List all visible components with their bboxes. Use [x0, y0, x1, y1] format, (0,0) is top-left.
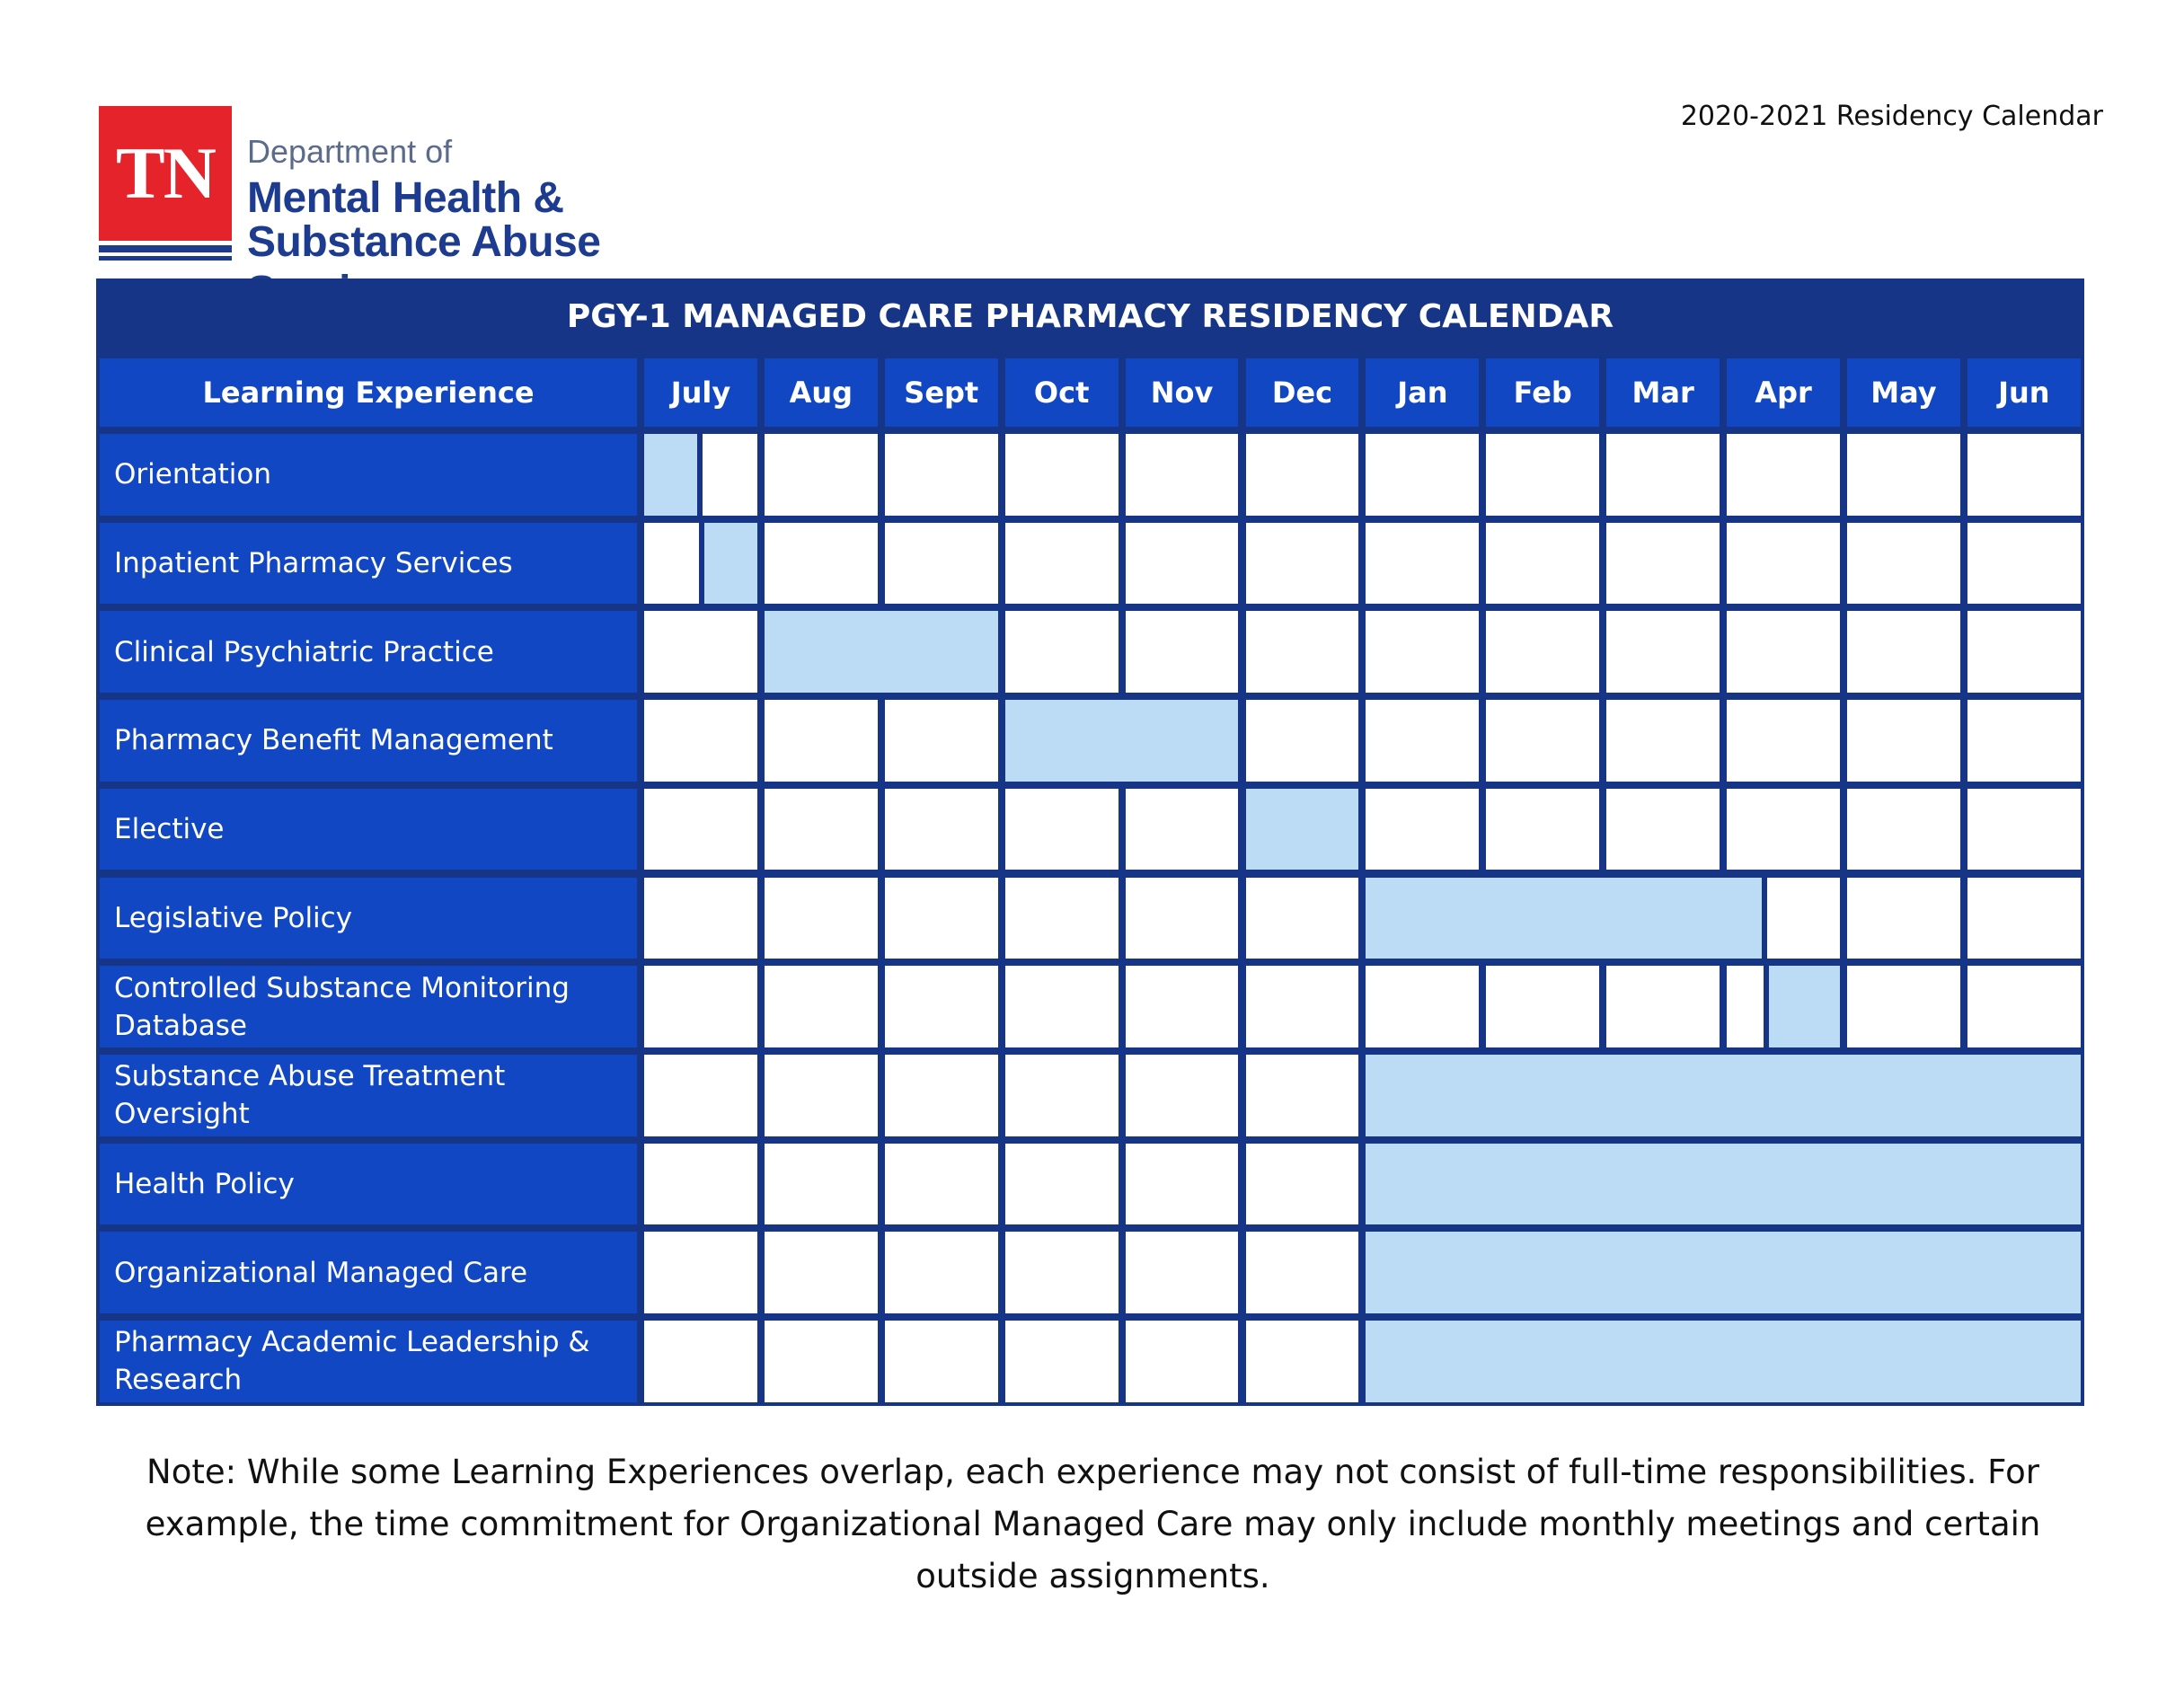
row-label: Pharmacy Academic Leadership & Research [96, 1317, 641, 1406]
column-header-learning-experience: Learning Experience [96, 355, 641, 430]
calendar-cell [1002, 1317, 1122, 1406]
calendar-cell [761, 874, 881, 963]
column-header-month: Jun [1964, 355, 2084, 430]
calendar-cell [761, 519, 881, 608]
calendar-cell [1002, 607, 1122, 696]
calendar-cell [1723, 519, 1844, 608]
residency-calendar-table [96, 278, 2084, 1406]
calendar-cell [761, 785, 881, 874]
row-label: Clinical Psychiatric Practice [96, 607, 641, 696]
calendar-cell [881, 1317, 1002, 1406]
calendar-cell [1603, 519, 1723, 608]
calendar-cell [1482, 519, 1603, 608]
calendar-cell [1723, 607, 1844, 696]
calendar-cell-partial [641, 519, 703, 608]
calendar-cell [1242, 1317, 1363, 1406]
calendar-cell [1122, 430, 1242, 519]
calendar-cell [641, 1317, 761, 1406]
logo-department-line: Department of [247, 133, 453, 170]
calendar-cell [1844, 607, 1964, 696]
row-label: Legislative Policy [96, 874, 641, 963]
calendar-cell-partial [1764, 874, 1844, 963]
row-label: Organizational Managed Care [96, 1228, 641, 1317]
column-header-month: Nov [1122, 355, 1242, 430]
calendar-cell [1844, 430, 1964, 519]
schedule-bar [1002, 696, 1242, 785]
column-header-month: Aug [761, 355, 881, 430]
calendar-cell [1844, 519, 1964, 608]
row-label: Inpatient Pharmacy Services [96, 519, 641, 608]
calendar-cell [1603, 962, 1723, 1051]
calendar-cell [641, 1140, 761, 1229]
calendar-cell [1002, 519, 1122, 608]
calendar-cell [1603, 607, 1723, 696]
calendar-cell [1964, 430, 2084, 519]
calendar-cell [881, 1228, 1002, 1317]
calendar-cell [1723, 430, 1844, 519]
calendar-cell [1242, 607, 1363, 696]
calendar-cell [881, 696, 1002, 785]
calendar-cell [1002, 785, 1122, 874]
calendar-cell [1002, 962, 1122, 1051]
calendar-cell [881, 962, 1002, 1051]
calendar-cell [1002, 874, 1122, 963]
schedule-bar [641, 430, 701, 519]
calendar-cell [881, 785, 1002, 874]
schedule-bar [1362, 1140, 2083, 1229]
logo-name-line-2: Substance Abuse [247, 218, 601, 266]
calendar-cell [1482, 430, 1603, 519]
calendar-cell [1964, 696, 2084, 785]
schedule-bar [1362, 874, 1765, 963]
calendar-cell [1122, 874, 1242, 963]
calendar-cell [761, 1317, 881, 1406]
schedule-bar [1362, 1317, 2083, 1406]
calendar-cell [881, 1051, 1002, 1140]
schedule-bar [1242, 785, 1363, 874]
calendar-cell [1362, 519, 1482, 608]
calendar-cell-partial [1723, 962, 1767, 1051]
calendar-cell [1242, 874, 1363, 963]
calendar-cell [1482, 607, 1603, 696]
calendar-cell [1964, 962, 2084, 1051]
calendar-cell [1603, 430, 1723, 519]
calendar-cell [1603, 696, 1723, 785]
calendar-cell [761, 696, 881, 785]
calendar-cell [1482, 962, 1603, 1051]
calendar-cell [1002, 1228, 1122, 1317]
column-header-month: July [641, 355, 761, 430]
logo-rule [99, 245, 232, 252]
department-logo [99, 106, 764, 268]
calendar-cell [641, 785, 761, 874]
calendar-cell [641, 696, 761, 785]
calendar-year-label: 2020-2021 Residency Calendar [1680, 101, 2103, 132]
calendar-cell [1362, 785, 1482, 874]
column-header-month: Jan [1362, 355, 1482, 430]
calendar-cell [1964, 519, 2084, 608]
calendar-cell [641, 962, 761, 1051]
schedule-bar [1765, 962, 1844, 1051]
column-header-month: Oct [1002, 355, 1122, 430]
schedule-bar [1362, 1228, 2083, 1317]
calendar-cell [1122, 1317, 1242, 1406]
column-header-month: Mar [1603, 355, 1723, 430]
logo-name-line-1: Mental Health & [247, 174, 564, 222]
calendar-cell [1482, 785, 1603, 874]
calendar-cell [761, 430, 881, 519]
calendar-cell [1844, 785, 1964, 874]
calendar-cell [1122, 962, 1242, 1051]
calendar-cell [641, 1228, 761, 1317]
row-label: Health Policy [96, 1140, 641, 1229]
calendar-cell [1002, 430, 1122, 519]
footnote: Note: While some Learning Experiences overlap, each experience may not consist of full-time responsibilities. For example, the time commitment for Organizational Managed Care may only include monthly meetings and certain outside assignments. [145, 1453, 2041, 1595]
column-header-month: May [1844, 355, 1964, 430]
calendar-cell [761, 1228, 881, 1317]
row-label: Substance Abuse Treatment Oversight [96, 1051, 641, 1140]
calendar-cell [1362, 430, 1482, 519]
calendar-cell [1242, 962, 1363, 1051]
calendar-cell [1122, 607, 1242, 696]
calendar-cell [1844, 962, 1964, 1051]
calendar-cell [1362, 696, 1482, 785]
calendar-cell [1002, 1051, 1122, 1140]
calendar-cell [1242, 1228, 1363, 1317]
calendar-cell [761, 1051, 881, 1140]
row-label: Elective [96, 785, 641, 874]
calendar-cell [1482, 696, 1603, 785]
schedule-bar [1362, 1051, 2083, 1140]
logo-rule [99, 256, 232, 261]
calendar-cell [1844, 696, 1964, 785]
calendar-cell [1362, 607, 1482, 696]
calendar-cell [641, 874, 761, 963]
calendar-cell [881, 1140, 1002, 1229]
calendar-cell [641, 1051, 761, 1140]
calendar-cell [1603, 785, 1723, 874]
calendar-cell [881, 519, 1002, 608]
calendar-cell [881, 430, 1002, 519]
calendar-cell [641, 607, 761, 696]
column-header-month: Apr [1723, 355, 1844, 430]
calendar-cell [1122, 1140, 1242, 1229]
row-label: Pharmacy Benefit Management [96, 696, 641, 785]
row-label: Orientation [96, 430, 641, 519]
calendar-cell [1964, 874, 2084, 963]
calendar-cell [1242, 1051, 1363, 1140]
calendar-cell [881, 874, 1002, 963]
column-header-month: Dec [1242, 355, 1363, 430]
calendar-cell-partial [699, 430, 761, 519]
column-header-month: Sept [881, 355, 1002, 430]
calendar-cell [1122, 1051, 1242, 1140]
calendar-cell [1723, 696, 1844, 785]
column-header-month: Feb [1482, 355, 1603, 430]
calendar-cell [1122, 785, 1242, 874]
calendar-cell [761, 962, 881, 1051]
schedule-bar [701, 519, 761, 608]
calendar-cell [1122, 1228, 1242, 1317]
calendar-cell [761, 1140, 881, 1229]
calendar-cell [1964, 785, 2084, 874]
schedule-bar [761, 607, 1002, 696]
calendar-cell [1844, 874, 1964, 963]
calendar-cell [1122, 519, 1242, 608]
table-title: PGY-1 MANAGED CARE PHARMACY RESIDENCY CALENDAR [566, 298, 1614, 335]
calendar-cell [1242, 1140, 1363, 1229]
calendar-cell [1242, 430, 1363, 519]
calendar-cell [1242, 519, 1363, 608]
calendar-cell [1723, 785, 1844, 874]
row-label: Controlled Substance Monitoring Database [96, 962, 641, 1051]
tn-logo-mark: TN [99, 106, 232, 241]
calendar-cell [1964, 607, 2084, 696]
calendar-cell [1002, 1140, 1122, 1229]
calendar-cell [1242, 696, 1363, 785]
calendar-cell [1362, 962, 1482, 1051]
